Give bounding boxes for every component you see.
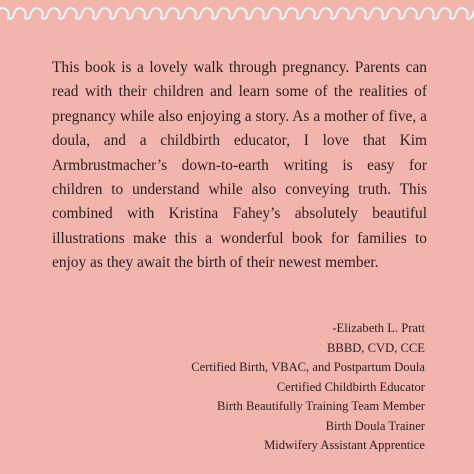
author-signature: -Elizabeth L. Pratt: [332, 321, 425, 335]
credential-line: BBBD, CVD, CCE: [327, 340, 425, 355]
attribution-block: [65, 319, 425, 456]
credential-line: Birth Doula Trainer: [325, 418, 425, 433]
credential-line: Certified Birth, VBAC, and Postpartum Doula: [191, 360, 425, 374]
credential-line: Certified Childbirth Educator: [276, 379, 425, 394]
scalloped-border-decoration: [0, 0, 474, 30]
testimonial-paragraph: This book is a lovely walk through pregnancy. Parents can read with their children and learn some of the realities of pregnancy while also enjoying a story. As a mother of five, a doula, and a childbirth educator, I love that Kim Armbrustmacher’s down-to-earth writing is easy for children to understand while also conveying truth. This combined with Kristina Fahey’s absolutely beautiful illustrations make this a wonderful book for families to enjoy as they await the birth of their newest member.: [52, 59, 427, 272]
credential-line: Midwifery Assistant Apprentice: [264, 438, 425, 452]
credential-line: Birth Beautifully Training Team Member: [216, 399, 425, 413]
